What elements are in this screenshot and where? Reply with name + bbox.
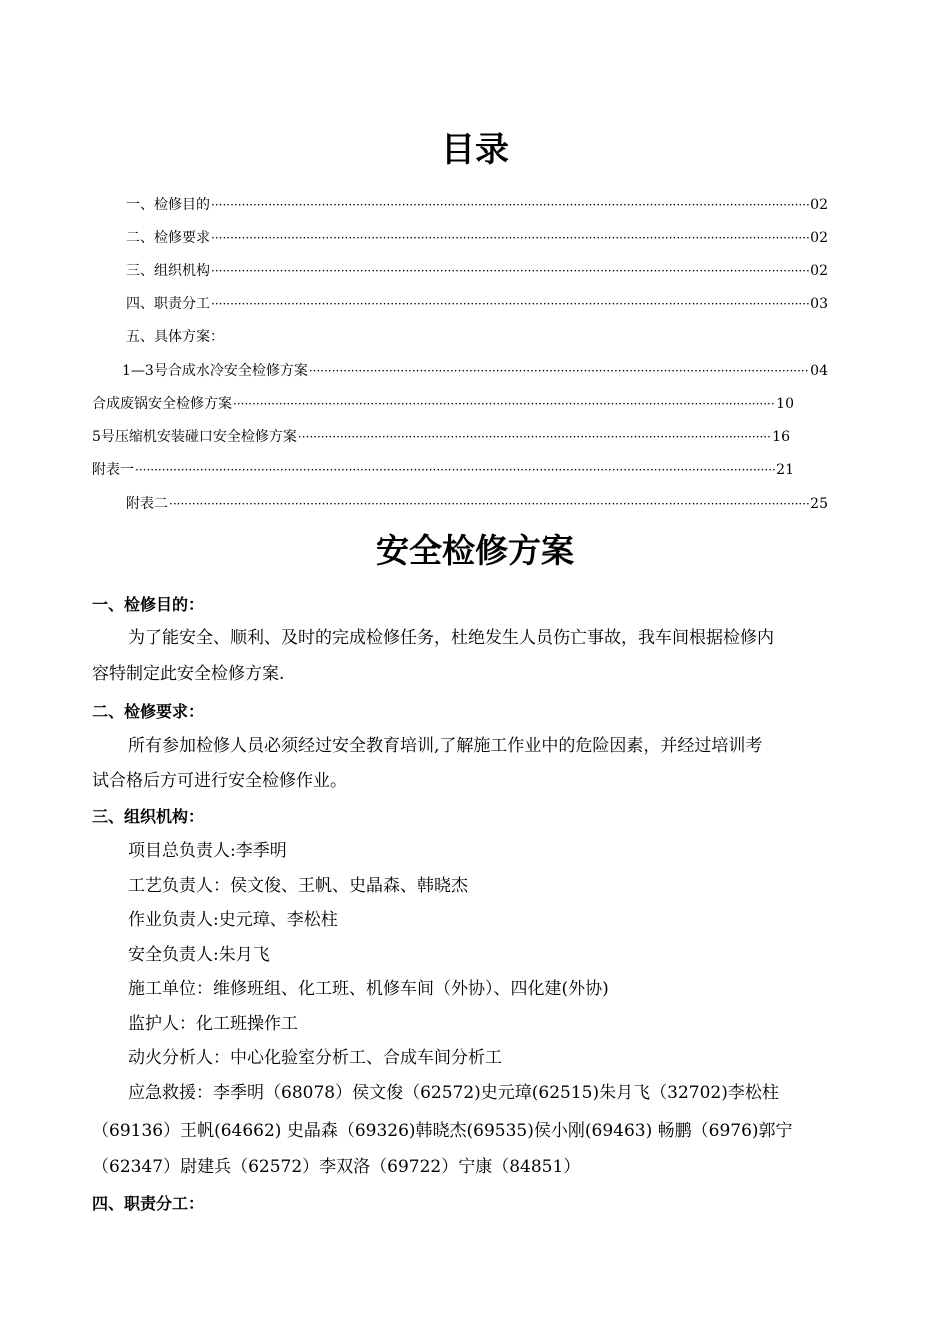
toc-entry (122, 360, 828, 382)
toc-entry-page: 21 (776, 462, 794, 478)
toc-entry (126, 260, 828, 282)
toc-leader-dots (211, 194, 809, 216)
toc-leader-dots (211, 260, 809, 282)
org-item: 工艺负责人：侯文俊、王帆、史晶森、韩晓杰 (128, 876, 468, 896)
paragraph-line: 为了能安全、顺利、及时的完成检修任务，杜绝发生人员伤亡事故，我车间根据检修内 (128, 628, 774, 648)
toc-leader-dots (169, 493, 809, 515)
section-heading: 四、职责分工： (92, 1194, 205, 1213)
toc-entry-label: 一、检修目的 (126, 197, 210, 213)
toc-entry-page: 03 (810, 296, 828, 312)
toc-entry (126, 326, 828, 348)
org-item: 施工单位：维修班组、化工班、机修车间（外协）、四化建(外协) (128, 979, 609, 999)
toc-title: 目录 (441, 130, 509, 170)
toc-entry-page: 02 (810, 230, 828, 246)
org-item: 作业负责人:史元璋、李松柱 (128, 910, 338, 930)
toc-entry (92, 459, 794, 481)
document-title: 安全检修方案 (376, 531, 574, 570)
toc-entry-label: 1—3号合成水冷安全检修方案 (122, 363, 308, 379)
toc-entry (92, 393, 794, 415)
paragraph-line: 所有参加检修人员必须经过安全教育培训,了解施工作业中的危险因素，并经过培训考 (128, 736, 763, 756)
section-heading: 二、检修要求： (92, 702, 205, 721)
toc-entry-label: 合成废锅安全检修方案 (92, 396, 232, 412)
paragraph-line: 试合格后方可进行安全检修作业。 (92, 771, 347, 791)
toc-entry-label: 附表一 (92, 462, 134, 478)
toc-entry-label: 三、组织机构 (126, 263, 210, 279)
org-item: 项目总负责人:李季明 (128, 841, 287, 861)
section-heading: 三、组织机构： (92, 807, 205, 826)
org-item: 动火分析人：中心化验室分析工、合成车间分析工 (128, 1048, 502, 1068)
toc-entry-page: 04 (810, 363, 828, 379)
toc-entry-label: 五、具体方案： (126, 329, 224, 345)
toc-entry-page: 10 (776, 396, 794, 412)
toc-leader-dots (211, 293, 809, 315)
toc-entry-page: 02 (810, 197, 828, 213)
toc-leader-dots (135, 459, 775, 481)
toc-leader-dots (233, 393, 775, 415)
toc-entry (126, 227, 828, 249)
toc-leader-dots (309, 360, 809, 382)
toc-entry-label: 5号压缩机安装碰口安全检修方案 (92, 429, 297, 445)
toc-entry-label: 二、检修要求 (126, 230, 210, 246)
toc-entry-page: 16 (772, 429, 790, 445)
emergency-contacts-line: （69136）王帆(64662) 史晶森（69326)韩晓杰(69535)侯小刚(69463) 畅鹏（6976)郭宁 (92, 1121, 793, 1141)
toc-leader-dots (298, 426, 771, 448)
emergency-contacts-line: （62347）尉建兵（62572）李双洛（69722）宁康（84851） (92, 1157, 581, 1177)
org-item: 监护人：化工班操作工 (128, 1014, 298, 1034)
paragraph-line: 容特制定此安全检修方案. (92, 664, 285, 684)
toc-entry (126, 293, 828, 315)
toc-entry (126, 194, 828, 216)
toc-leader-dots (211, 227, 809, 249)
toc-entry-page: 25 (810, 496, 828, 512)
section-heading: 一、检修目的： (92, 595, 205, 614)
org-item: 安全负责人:朱月飞 (128, 945, 270, 965)
toc-entry-label: 附表二 (126, 496, 168, 512)
toc-entry (92, 426, 790, 448)
toc-entry-page: 02 (810, 263, 828, 279)
toc-entry (126, 493, 828, 515)
toc-entry-label: 四、职责分工 (126, 296, 210, 312)
emergency-contacts-line: 应急救援：李季明（68078）侯文俊（62572)史元璋(62515)朱月飞（32702)李松柱 (128, 1083, 779, 1103)
